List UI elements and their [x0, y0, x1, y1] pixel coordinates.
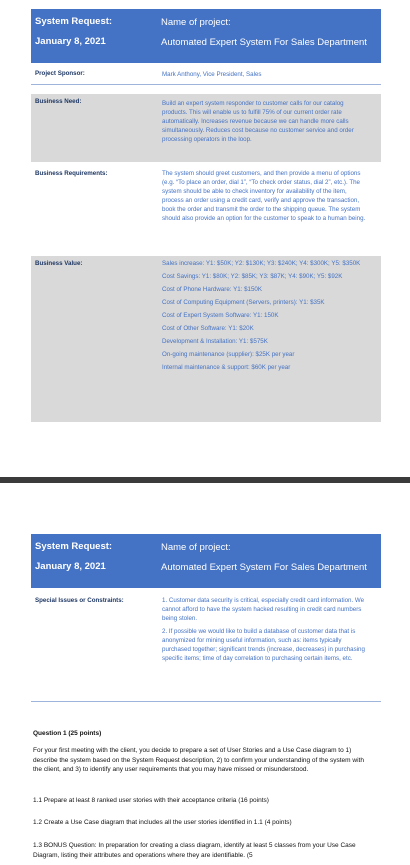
project-name-label: Name of project:	[161, 542, 231, 553]
business-value-item: Cost Savings: Y1: $80K; Y2: $85K; Y3: $87K; Y4: $90K; Y5: $92K	[162, 273, 343, 280]
business-need-row	[31, 94, 381, 162]
project-name: Automated Expert System For Sales Department	[161, 562, 367, 573]
sponsor-row	[31, 66, 381, 82]
special-issue-item: 1. Customer data security is critical, especially credit card information. We cannot afford to have the system hacked resulting in credit card numbers being stolen.	[162, 597, 365, 622]
special-issues-label: Special Issues or Constraints:	[35, 597, 124, 604]
business-need-label: Business Need:	[35, 98, 82, 105]
divider	[31, 84, 381, 85]
business-value-item: Development & Installation: Y1: $575K	[162, 338, 268, 345]
project-name: Automated Expert System For Sales Department	[161, 37, 367, 48]
system-request-header	[31, 534, 381, 588]
request-date: January 8, 2021	[35, 561, 106, 572]
document-page-2	[0, 483, 410, 865]
business-value-label: Business Value:	[35, 260, 83, 267]
business-requirements-label: Business Requirements:	[35, 170, 108, 177]
special-issues-list	[162, 596, 369, 667]
business-requirements-value: The system should greet customers, and then provide a menu of options (e.g. “To place an order, dial 1”, “To check order status, dial 2”, etc.). The system should be able to check inventory for availability of the item, process an order using a credit card, verify and approve the transaction, book the order and transmit the order to the shipping queue. The system should also provide an option for the customer to speak to a human being.	[162, 170, 366, 222]
special-issues-row	[31, 592, 381, 697]
business-value-item: Internal maintenance & support: $60K per year	[162, 364, 291, 371]
system-request-label: System Request:	[35, 541, 113, 552]
question-intro: For your first meeting with the client, you decide to prepare a set of User Stories and a Use Case diagram to 1) describe the system based on the System Request description, 2) to confirm your understanding of the system with the client, and 3) to identify any user requirements that you may have missed or misunderstood.	[33, 747, 364, 773]
system-request-label: System Request:	[35, 16, 113, 27]
business-value-item: Cost of Computing Equipment (Servers, printers): Y1: $35K	[162, 299, 325, 306]
divider	[31, 701, 381, 702]
sponsor-label: Project Sponsor:	[35, 70, 85, 77]
question-1-3: 1.3 BONUS Question: In preparation for creating a class diagram, identify at least 5 classes from your Use Case Diagram, listing their attributes and operations where they are identifiable. (5	[33, 842, 356, 859]
business-value-item: Cost of Other Software: Y1: $20K	[162, 325, 254, 332]
business-value-list	[162, 259, 369, 372]
business-value-item: Cost of Expert System Software: Y1: 150K	[162, 312, 279, 319]
question-1-2: 1.2 Create a Use Case diagram that includes all the user stories identified in 1.1 (4 points)	[33, 819, 292, 826]
sponsor-value: Mark Anthony, Vice President, Sales	[162, 71, 262, 78]
project-name-label: Name of project:	[161, 17, 231, 28]
business-need-value: Build an expert system responder to customer calls for our catalog products. This will enable us to fulfill 75% of our current order rate automatically. Increases revenue because we can handle more calls simultaneously. Reduces cost because no customer service and order processing operators in the loop.	[162, 100, 354, 143]
special-issue-item: 2. If possible we would like to build a database of customer data that is anonymized for mining useful information, such as: items typically purchased together; significant trends (increase, decreases) in purchasing specific items; time of day correlation to purchasing certain items, etc.	[162, 628, 365, 662]
business-value-item: Sales increase: Y1: $50K; Y2: $130K; Y3: $240K; Y4: $300K; Y5: $350K	[162, 260, 361, 267]
question-1-1: 1.1 Prepare at least 8 ranked user stories with their acceptance criteria (16 points)	[33, 797, 269, 804]
business-value-item: Cost of Phone Hardware: Y1: $150K	[162, 286, 262, 293]
business-value-item: On-going maintenance (supplier): $25K per year	[162, 351, 295, 358]
question-heading: Question 1 (25 points)	[33, 730, 102, 737]
system-request-header	[31, 9, 381, 63]
business-value-row	[31, 256, 381, 422]
request-date: January 8, 2021	[35, 36, 106, 47]
business-requirements-row	[31, 166, 381, 251]
